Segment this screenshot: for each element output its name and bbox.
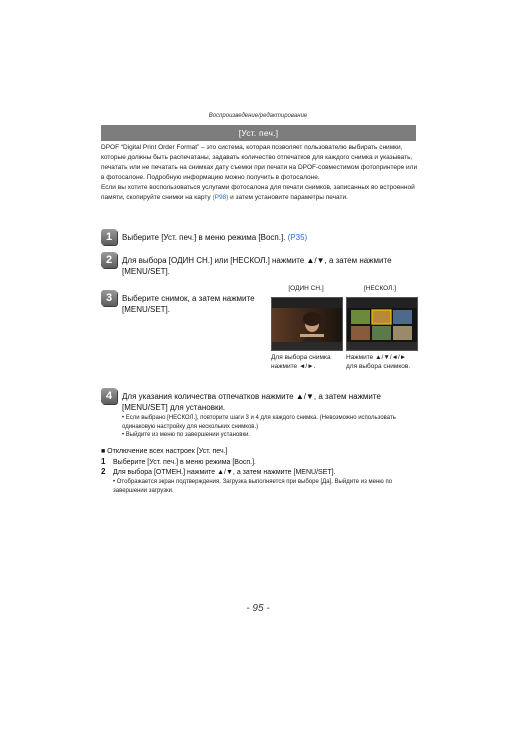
step-4-badge: 4 [101, 388, 117, 404]
step-3-text: Выберите снимок, а затем нажмите [MENU/SET]. [122, 294, 255, 314]
step-3-badge: 3 [101, 290, 117, 306]
step-4-note-1: • Если выбрано [НЕСКОЛ.], повторите шаги 3 и 4 для каждого снимка. (Невозможно использовать одинаковую настройку для нескольких снимков.) [122, 415, 396, 430]
intro-paragraph-2 [101, 183, 419, 203]
single-screen-caption: Для выбора снимка нажмите ◄/►. [271, 354, 331, 370]
page-number: - 95 - [246, 603, 270, 614]
page-link-p35[interactable]: (P35) [287, 233, 308, 242]
cancel-step-2-text: Для выбора [ОТМЕН.] нажмите ▲/▼, а затем нажмите [MENU/SET]. [113, 469, 336, 476]
intro-paragraph-2-text: Если вы хотите воспользоваться услугами фотосалона для печати снимков, записанных во встроенной памяти, скопируйте снимки на карту [101, 184, 415, 201]
cancel-note: • Отображается экран подтверждения. Загрузка выполняется при выборе [Да]. Выйдите из меню по завершении загрузки. [113, 479, 393, 494]
intro-paragraph-1: DPOF “Digital Print Order Format” – это система, которая позволяет пользователю выбирать снимки, которые должны быть распечатаны, задавать количество отпечатков для каждого снимка и указывать, печатать или не печатать на снимках дату съемки при печати на DPOF-совместимом фотопринтере или в фотосалоне. Подробную информацию можно получить в фотосалоне. [101, 144, 418, 181]
page-title: [Уст. печ.] [101, 125, 416, 141]
lcd-bottom-bar-multi [347, 342, 417, 350]
step-4-note-2: • Выйдите из меню по завершении установки. [122, 432, 251, 438]
cancel-step-2 [101, 467, 421, 478]
step-2-text: Для выбора [ОДИН СН.] или [НЕСКОЛ.] нажмите ▲/▼, а затем нажмите [MENU/SET]. [122, 256, 392, 276]
cancel-step-1-text: Выберите [Уст. печ.] в меню режима [Восп.]. [113, 459, 256, 466]
multi-screen-label: [НЕСКОЛ.] [363, 285, 397, 292]
multi-screen-caption: Нажмите ▲/▼/◄/► для выбора снимков. [346, 354, 411, 370]
intro-paragraph-2-end: и затем установите параметры печати. [228, 194, 348, 201]
lcd-bottom-bar [272, 342, 342, 350]
cancel-step-2-num: 2 [101, 467, 106, 476]
intro-text [101, 143, 419, 203]
cancel-section-heading: ■ Отключение всех настроек [Уст. печ.] [101, 448, 228, 455]
multi-screen-image [346, 297, 418, 351]
single-screen-image [271, 297, 343, 351]
step-4-text: Для указания количества отпечатков нажмите ▲/▼, а затем нажмите [MENU/SET] для установки. [122, 392, 381, 412]
page-link-p98[interactable]: (P98) [212, 194, 229, 201]
single-screen-label: [ОДИН СН.] [288, 285, 324, 292]
step-1-badge: 1 [101, 229, 117, 245]
step-1-text [122, 232, 422, 243]
section-caption: Воспроизведение/редактирование [208, 113, 308, 119]
cancel-step-1-num: 1 [101, 457, 106, 466]
step-2-badge: 2 [101, 252, 117, 268]
step-1-label: Выберите [Уст. печ.] в меню режима [Восп.]. [122, 233, 288, 242]
